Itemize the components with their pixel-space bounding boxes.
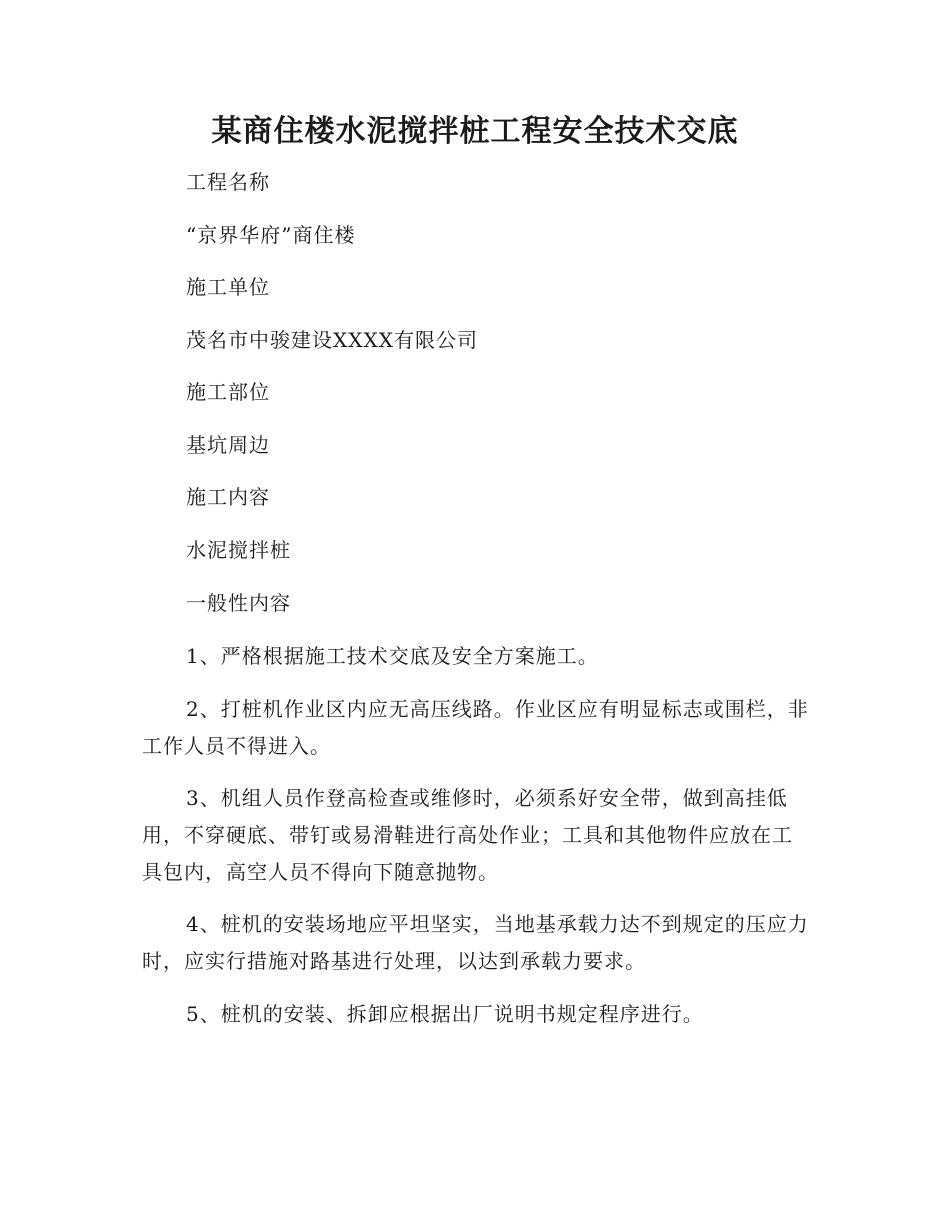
field-label-construction-location: 施工部位 [186, 380, 270, 404]
list-item-4: 4、桩机的安装场地应平坦坚实，当地基承载力达不到规定的压应力时，应实行措施对路基进行处理，以达到承载力要求。 [142, 912, 809, 973]
field-label-construction-unit: 施工单位 [186, 275, 270, 299]
field-label-construction-content: 施工内容 [186, 485, 270, 509]
field-value-construction-content: 水泥搅拌桩 [186, 538, 291, 562]
field-value-construction-unit: 茂名市中骏建设XXXX有限公司 [186, 328, 478, 352]
section-heading-general: 一般性内容 [186, 591, 291, 615]
field-value-project-name: “京界华府”商住楼 [186, 223, 356, 247]
field-label-project-name: 工程名称 [186, 170, 270, 194]
list-item-2: 2、打桩机作业区内应无高压线路。作业区应有明显标志或围栏，非工作人员不得进入。 [142, 697, 809, 758]
field-value-construction-location: 基坑周边 [186, 433, 270, 457]
document-title: 某商住楼水泥搅拌桩工程安全技术交底 [211, 114, 739, 149]
list-item-3: 3、机组人员作登高检查或维修时，必须系好安全带，做到高挂低用，不穿硬底、带钉或易滑鞋进行高处作业；工具和其他物件应放在工具包内，高空人员不得向下随意抛物。 [142, 786, 793, 884]
list-item-1: 1、严格根据施工技术交底及安全方案施工。 [186, 644, 599, 668]
list-item-5: 5、桩机的安装、拆卸应根据出厂说明书规定程序进行。 [186, 1002, 704, 1026]
